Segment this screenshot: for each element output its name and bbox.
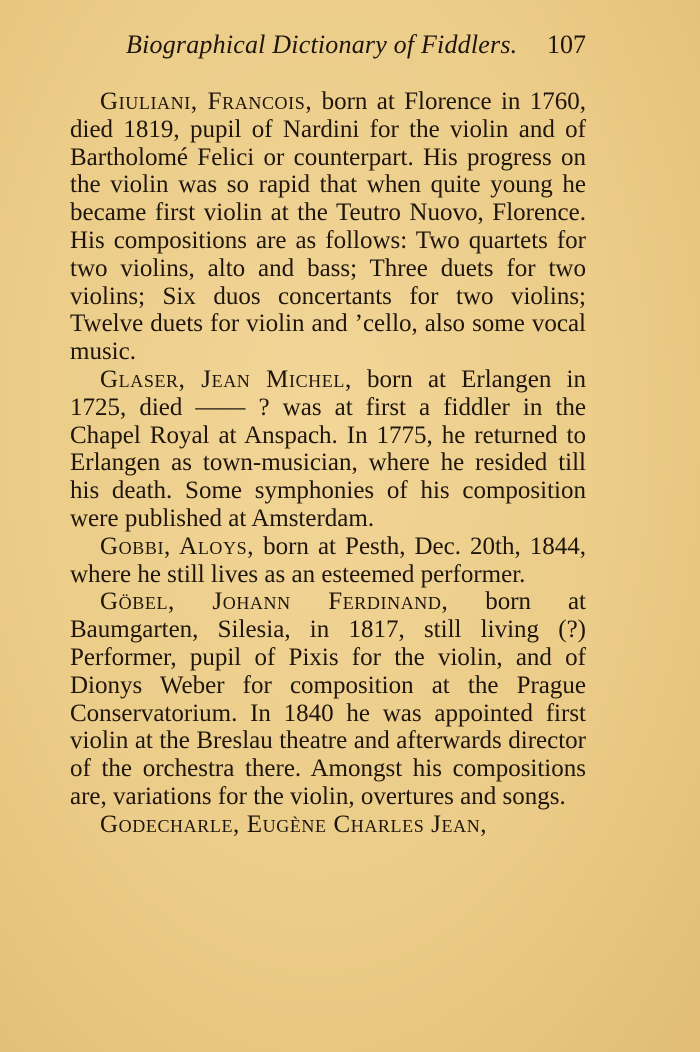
entry-text: born at Erlangen in 1725, died —— ? was at first a fiddler in the Chapel Royal at Anspach. In 1775, he returned to Erlangen as town-musician, where he resided till his death. Some symphonies of his composition were published at Amsterdam. <box>70 365 586 532</box>
entry-name: Göbel, Johann Ferdinand, <box>100 588 449 616</box>
entry-name: Godecharle, Eugène Charles Jean, <box>100 810 488 838</box>
entry-name: Glaser, Jean Michel, <box>100 365 352 393</box>
entry-name: Giuliani, Francois, <box>100 88 313 115</box>
entry-text: born at Baumgarten, Silesia, in 1817, still living (?) Performer, pupil of Pixis for the violin, and of Dionys Weber for composition at the Prague Conservatorium. In 1840 he was appointed first violin at the Breslau theatre and afterwards director of the orchestra there. Amongst his compositions are, variations for the violin, overtures and songs. <box>70 588 586 810</box>
entry-glaser <box>70 366 586 533</box>
entry-gobbi <box>70 533 586 589</box>
page-header <box>126 30 586 60</box>
entry-text: born at Pesth, Dec. 20th, 1844, where he still lives as an esteemed performer. <box>70 532 586 588</box>
body-text <box>70 88 586 839</box>
entry-gobel <box>70 588 586 810</box>
running-head: Biographical Dictionary of Fiddlers. <box>126 30 518 59</box>
page-number: 107 <box>547 30 586 59</box>
entry-text: born at Florence in 1760, died 1819, pupil of Nardini for the violin and of Bartholomé Felici or counterpart. His progress on the violin was so rapid that when quite young he became first violin at the Teutro Nuovo, Florence. His compositions are as follows: Two quartets for two violins, alto and bass; Three duets for two violins; Six duos concertants for two violins; Twelve duets for violin and ’cello, also some vocal music. <box>70 88 586 366</box>
entry-godecharle <box>70 811 586 839</box>
entry-name: Gobbi, Aloys, <box>100 532 255 560</box>
entry-giuliani <box>70 88 586 366</box>
